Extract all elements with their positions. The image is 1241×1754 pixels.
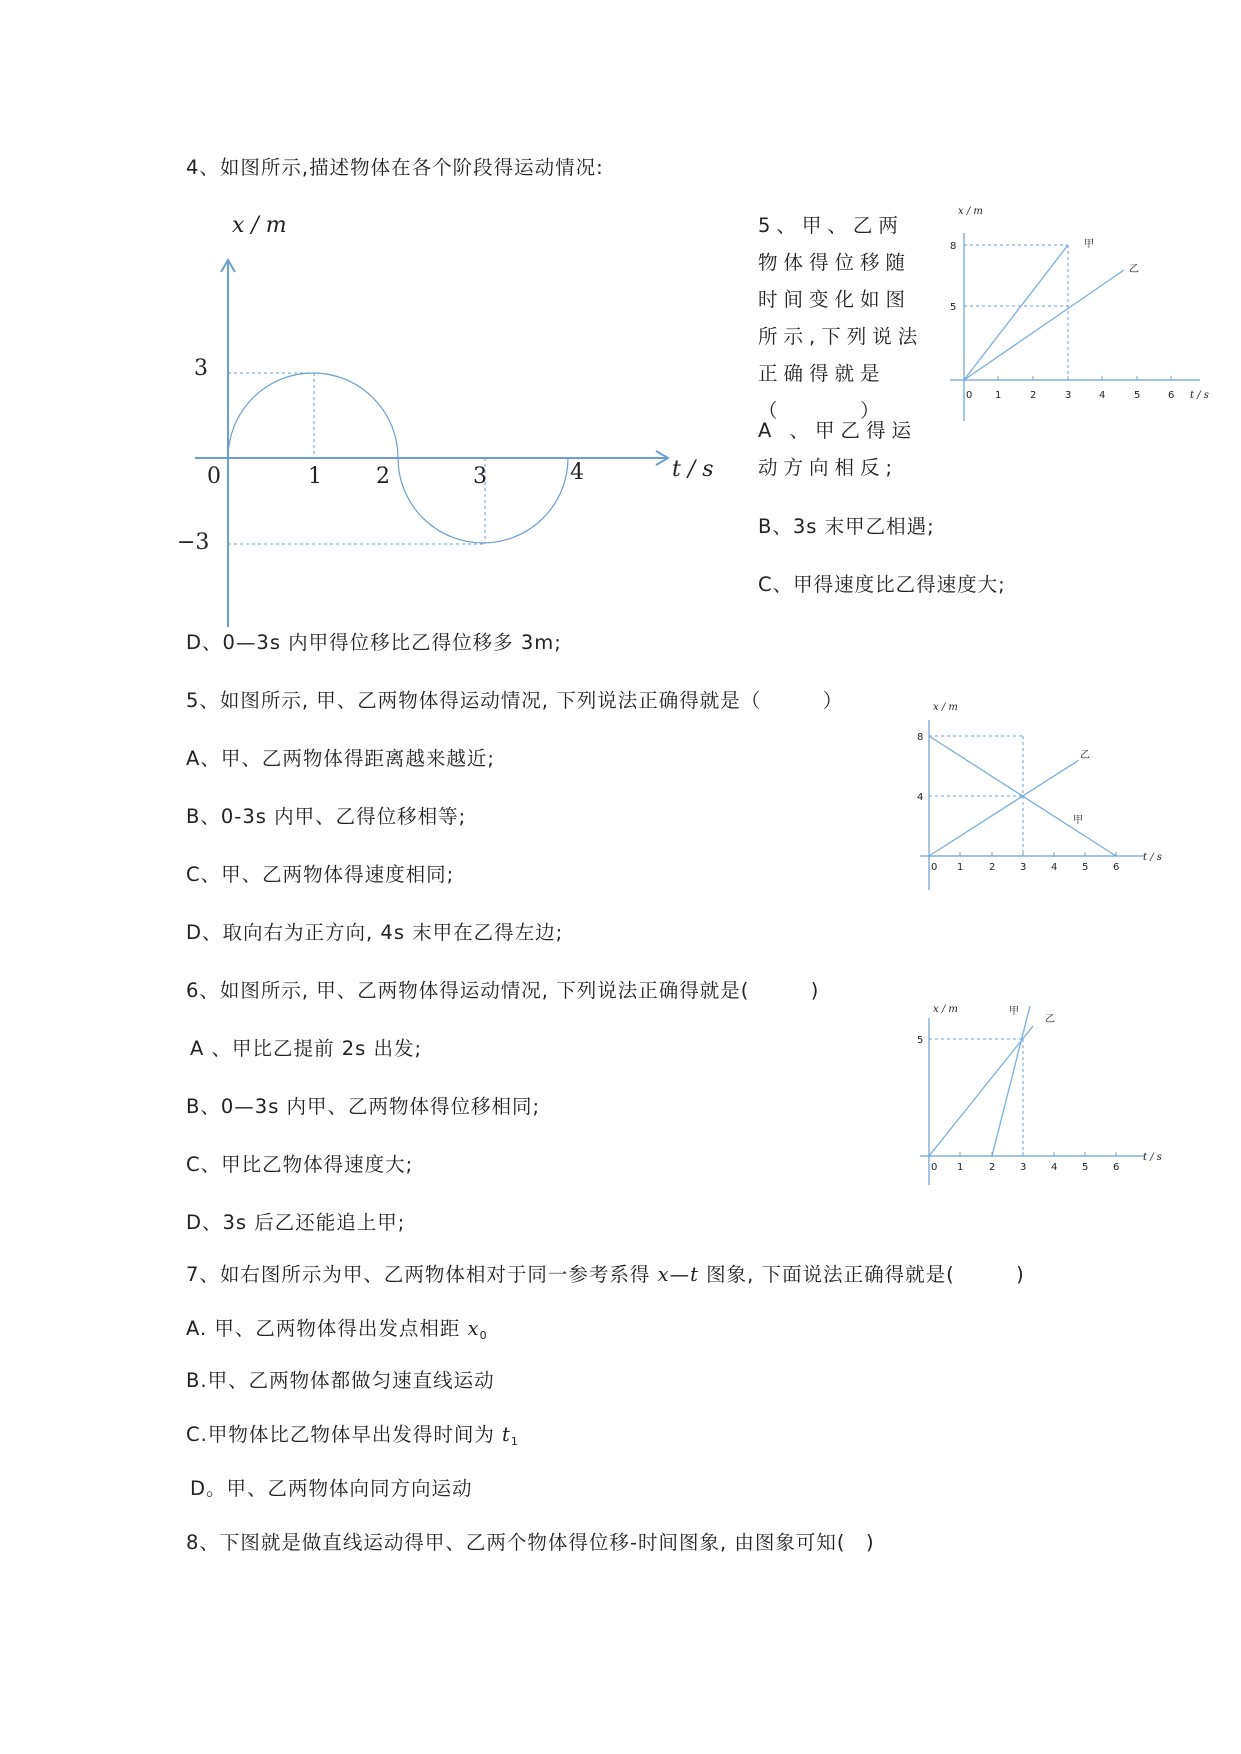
q7-option-c-sub: 1 [510,1435,519,1448]
fig6-ytick-5: 5 [917,1035,924,1046]
fig6-xtick-4: 4 [1051,1162,1058,1173]
fig5a-xtick-1: 1 [995,390,1002,401]
fig4-xlabel: t / s [672,457,714,482]
q8-stem: 8、下图就是做直线运动得甲、乙两个物体得位移-时间图象, 由图象可知( ) [186,1531,875,1554]
fig4-xtick-2: 2 [376,464,390,489]
q7-option-a-sub: 0 [479,1329,488,1342]
q7-stem [186,1262,1025,1288]
fig5a-xt-graph [940,205,1209,425]
fig5a-series-yi: 乙 [1129,264,1139,275]
fig6-xtick-1: 1 [957,1162,964,1173]
fig4-ytick-3: 3 [194,356,208,381]
fig5a-xlabel: t / s [1190,390,1209,401]
fig5a-line-yi [964,270,1124,380]
fig5a-ylabel: x / m [958,206,983,217]
fig5b-xlabel: t / s [1143,852,1162,863]
q6-option-a: A 、甲比乙提前 2s 出发; [190,1037,423,1060]
fig5b-xtick-0: 0 [931,862,938,873]
fig6-xlabel: t / s [1143,1152,1162,1163]
fig5b-series-yi: 乙 [1080,750,1090,761]
q5a-option-a: A 、甲乙得运动方向相反; [758,419,918,479]
fig5b-ylabel: x / m [933,702,958,713]
q7-stem-b: 图象, 下面说法正确得就是( ) [706,1263,1025,1286]
q4-text: 4、如图所示,描述物体在各个阶段得运动情况: [186,156,604,179]
fig6-xt-graph [915,1000,1162,1200]
fig6-ylabel: x / m [933,1004,958,1015]
fig5a-xtick-4: 4 [1099,390,1106,401]
q5b-stem: 5、如图所示, 甲、乙两物体得运动情况, 下列说法正确得就是（ ） [186,689,844,712]
fig5b-ytick-8: 8 [917,732,924,743]
fig4-ylabel: x / m [232,213,287,238]
q7-stem-t: t [690,1263,699,1286]
q5a-option-d: D、0—3s 内甲得位移比乙得位移多 3m; [186,631,562,654]
q5b-option-a: A、甲、乙两物体得距离越来越近; [186,747,495,770]
fig5b-xtick-6: 6 [1113,862,1120,873]
fig6-xtick-6: 6 [1113,1162,1120,1173]
fig5b-series-jia: 甲 [1073,815,1083,826]
fig6-xtick-2: 2 [989,1162,996,1173]
fig5a-ytick-8: 8 [950,241,957,252]
q7-option-c [186,1422,519,1455]
fig5a-line-jia [964,245,1068,380]
q7-option-b: B.甲、乙两物体都做匀速直线运动 [186,1369,495,1392]
q5b-option-d: D、取向右为正方向, 4s 末甲在乙得左边; [186,921,564,944]
fig4-xt-graph [177,213,714,615]
fig6-line-jia [992,1006,1030,1156]
fig5b-line-yi [929,760,1079,856]
q5b-option-c: C、甲、乙两物体得速度相同; [186,863,455,886]
q6-option-b: B、0—3s 内甲、乙两物体得位移相同; [186,1095,541,1118]
q7-option-a-var: x [467,1317,480,1340]
fig5a-xtick-6: 6 [1168,390,1175,401]
fig4-xtick-3: 3 [473,464,487,489]
fig5a-xtick-3: 3 [1065,390,1072,401]
fig5b-xtick-2: 2 [989,862,996,873]
q6-stem: 6、如图所示, 甲、乙两物体得运动情况, 下列说法正确得就是( ) [186,979,820,1002]
q7-option-d: D。甲、乙两物体向同方向运动 [190,1477,473,1500]
fig5b-xtick-3: 3 [1020,862,1027,873]
q7-stem-dash: — [669,1263,691,1286]
q5a-option-c: C、甲得速度比乙得速度大; [758,573,1006,596]
fig4-xtick-0: 0 [207,464,221,489]
fig5a-xtick-0: 0 [966,390,973,401]
fig5b-ytick-4: 4 [917,792,924,803]
fig6-line-yi [929,1026,1033,1156]
fig5a-xtick-5: 5 [1134,390,1141,401]
q6-option-c: C、甲比乙物体得速度大; [186,1153,414,1176]
fig6-series-jia: 甲 [1009,1006,1019,1017]
q7-option-a [186,1316,488,1349]
fig4-ytick-neg3: −3 [177,530,210,555]
q7-option-c-var: t [502,1423,511,1446]
fig5b-xtick-5: 5 [1082,862,1089,873]
q5b-option-b: B、0-3s 内甲、乙得位移相等; [186,805,467,828]
fig6-xtick-3: 3 [1020,1162,1027,1173]
q6-option-d: D、3s 后乙还能追上甲; [186,1211,406,1234]
q7-option-a-text: A. 甲、乙两物体得出发点相距 [186,1317,461,1340]
q7-stem-a: 7、如右图所示为甲、乙两物体相对于同一参考系得 [186,1263,651,1286]
fig5b-xt-graph [915,700,1162,900]
fig5b-xtick-4: 4 [1051,862,1058,873]
q5a-option-b: B、3s 末甲乙相遇; [758,515,935,538]
fig5a-ytick-5: 5 [950,302,957,313]
fig5a-series-jia: 甲 [1084,239,1094,250]
q7-option-c-text: C.甲物体比乙物体早出发得时间为 [186,1423,495,1446]
q5a-stem: 5、甲、乙两物体得位移随时间变化如图所示,下列说法正确得就是（ ） [758,214,924,422]
fig5a-xtick-2: 2 [1030,390,1037,401]
fig5b-xtick-1: 1 [957,862,964,873]
fig4-xtick-1: 1 [308,464,322,489]
fig4-xtick-4: 4 [570,460,584,485]
q7-stem-x: x [657,1263,670,1286]
fig6-xtick-5: 5 [1082,1162,1089,1173]
fig6-xtick-0: 0 [931,1162,938,1173]
fig6-series-yi: 乙 [1045,1014,1055,1025]
